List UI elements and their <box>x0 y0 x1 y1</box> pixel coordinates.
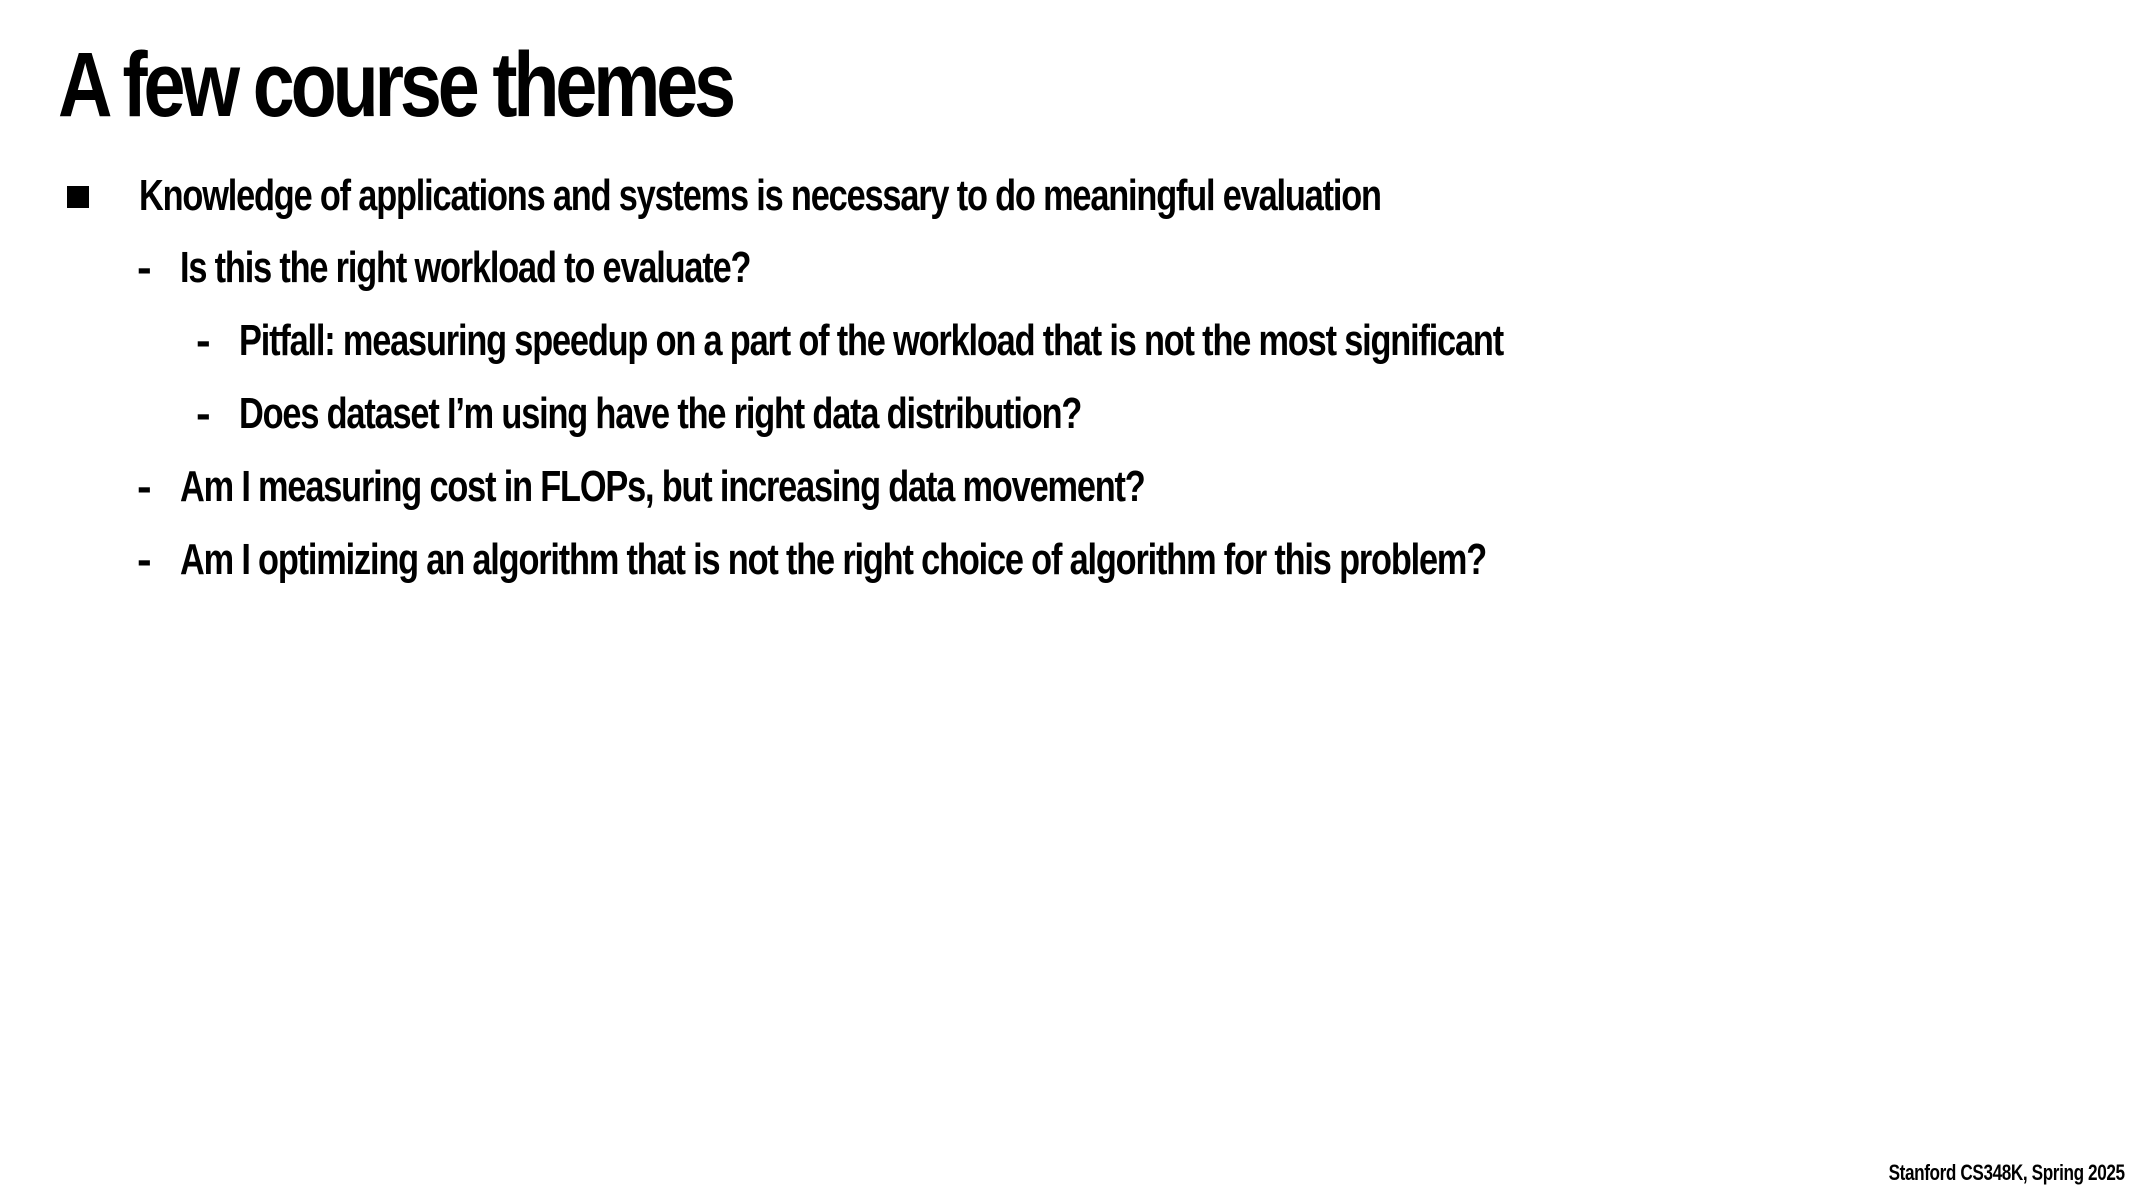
bullet-text-level3: Pitfall: measuring speedup on a part of the workload that is not the most significant <box>239 316 1503 365</box>
square-bullet-icon <box>67 186 89 208</box>
slide-footer: Stanford CS348K, Spring 2025 <box>1888 1160 2125 1185</box>
dash-bullet-icon: - <box>196 316 211 365</box>
bullet-text-level2: Is this the right workload to evaluate? <box>180 243 751 292</box>
dash-bullet-icon: - <box>137 243 152 292</box>
bullet-text-level2: Am I optimizing an algorithm that is not the right choice of algorithm for this problem? <box>180 535 1487 584</box>
dash-bullet-icon: - <box>196 389 211 438</box>
bullet-text-level2: Am I measuring cost in FLOPs, but increasing data movement? <box>180 462 1145 511</box>
bullet-text-level1: Knowledge of applications and systems is necessary to do meaningful evaluation <box>139 171 1381 220</box>
bullet-text-level3: Does dataset I’m using have the right data distribution? <box>239 389 1082 438</box>
dash-bullet-icon: - <box>137 535 152 584</box>
slide-title: A few course themes <box>58 34 732 136</box>
dash-bullet-icon: - <box>137 462 152 511</box>
